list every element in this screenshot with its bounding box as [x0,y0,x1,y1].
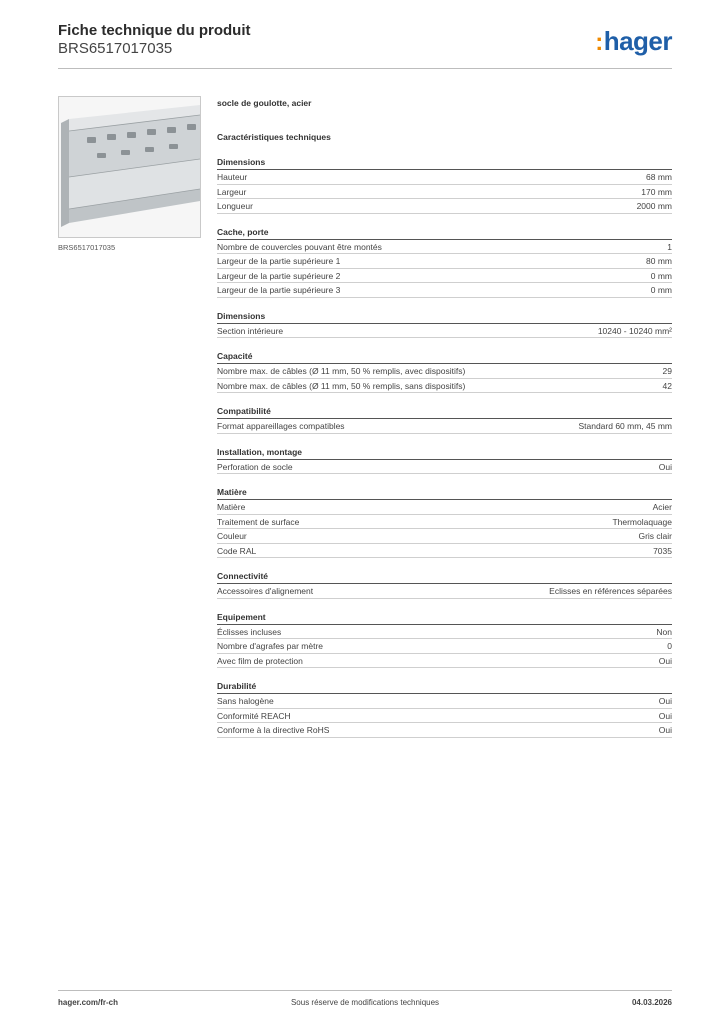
spec-row [217,269,672,284]
hager-logo [595,26,672,57]
spec-value: 2000 mm [636,201,672,211]
spec-row [217,529,672,544]
spec-label: Sans halogène [217,696,274,706]
spec-label: Format appareillages compatibles [217,421,345,431]
spec-value: 68 mm [646,172,672,182]
spec-section [217,569,672,599]
spec-row [217,584,672,599]
spec-row [217,654,672,669]
product-reference: BRS6517017035 [58,40,173,57]
spec-label: Section intérieure [217,325,284,336]
spec-label: Nombre max. de câbles (Ø 11 mm, 50 % remplis, avec dispositifs) [217,366,466,376]
spec-label: Largeur de la partie supérieure 3 [217,285,341,295]
spec-value: 42 [662,380,672,391]
spec-row [217,364,672,379]
section-title: Equipement [217,610,672,625]
spec-section [217,309,672,339]
spec-row [217,283,672,298]
spec-row [217,185,672,200]
spec-content [217,96,672,738]
spec-value: Oui [658,710,672,721]
spec-label: Matière [217,502,246,512]
spec-sections [217,155,672,738]
section-title: Compatibilité [217,404,672,419]
spec-section [217,404,672,434]
spec-value: Oui [658,696,672,706]
section-title: Matière [217,485,672,500]
spec-label: Accessoires d'alignement [217,586,314,596]
footer-divider [58,990,672,991]
spec-value: Non [656,626,672,637]
spec-section [217,225,672,298]
spec-value: Gris clair [638,531,672,541]
spec-value: 10240 - 10240 mm² [597,325,672,336]
spec-row [217,723,672,738]
spec-row [217,379,672,394]
spec-section [217,485,672,558]
spec-label: Code RAL [217,545,257,556]
spec-label: Conforme à la directive RoHS [217,725,330,735]
spec-label: Conformité REACH [217,710,291,721]
product-image [58,96,201,238]
spec-value: Oui [658,655,672,666]
spec-label: Nombre max. de câbles (Ø 11 mm, 50 % remplis, sans dispositifs) [217,380,466,391]
spec-row [217,419,672,434]
spec-row [217,460,672,475]
header-divider [58,68,672,69]
trunking-base-illustration [59,97,200,237]
section-title: Dimensions [217,309,672,324]
page-title: Fiche technique du produit [58,22,251,39]
spec-row [217,254,672,269]
footer-website-link[interactable]: hager.com/fr-ch [58,998,119,1007]
section-title: Dimensions [217,155,672,170]
spec-value: Oui [658,725,672,735]
spec-value: 80 mm [646,256,672,266]
logo-dots-icon: : [595,29,603,56]
spec-row [217,625,672,640]
spec-row [217,240,672,255]
spec-label: Avec film de protection [217,655,303,666]
spec-section [217,155,672,214]
spec-label: Largeur [217,186,247,197]
spec-value: 0 [667,641,672,651]
spec-label: Largeur de la partie supérieure 1 [217,256,341,266]
spec-value: 170 mm [641,186,672,197]
spec-value: Standard 60 mm, 45 mm [578,421,672,431]
spec-row [217,709,672,724]
spec-row [217,500,672,515]
page-header [58,22,672,58]
logo-text: hager [603,26,672,56]
section-title: Capacité [217,349,672,364]
spec-value: 0 mm [650,285,672,295]
section-title: Cache, porte [217,225,672,240]
spec-value: 0 mm [650,270,672,281]
spec-label: Couleur [217,531,247,541]
section-title: Connectivité [217,569,672,584]
section-title: Installation, montage [217,445,672,460]
spec-heading: Caractéristiques techniques [217,132,331,142]
spec-row [217,199,672,214]
spec-label: Perforation de socle [217,461,293,472]
spec-value: Eclisses en références séparées [549,586,672,596]
image-caption: BRS6517017035 [58,243,116,252]
spec-row [217,170,672,185]
spec-section [217,349,672,393]
footer-disclaimer: Sous réserve de modifications techniques [290,998,440,1007]
spec-value: Acier [652,502,672,512]
spec-label: Nombre de couvercles pouvant être montés [217,241,382,252]
spec-section [217,679,672,738]
spec-value: Oui [658,461,672,472]
spec-row [217,639,672,654]
spec-value: 1 [667,241,672,252]
spec-value: 29 [662,366,672,376]
spec-label: Traitement de surface [217,516,300,527]
spec-row [217,544,672,559]
spec-label: Nombre d'agrafes par mètre [217,641,324,651]
spec-value: Thermolaquage [612,516,672,527]
spec-value: 7035 [653,545,672,556]
spec-section [217,445,672,475]
footer-date: 04.03.2026 [631,998,672,1007]
spec-label: Longueur [217,201,253,211]
spec-section [217,610,672,669]
spec-row [217,515,672,530]
spec-label: Largeur de la partie supérieure 2 [217,270,341,281]
section-title: Durabilité [217,679,672,694]
spec-label: Hauteur [217,172,248,182]
spec-row [217,694,672,709]
spec-row [217,324,672,339]
product-name: socle de goulotte, acier [217,98,312,108]
spec-label: Éclisses incluses [217,626,282,637]
